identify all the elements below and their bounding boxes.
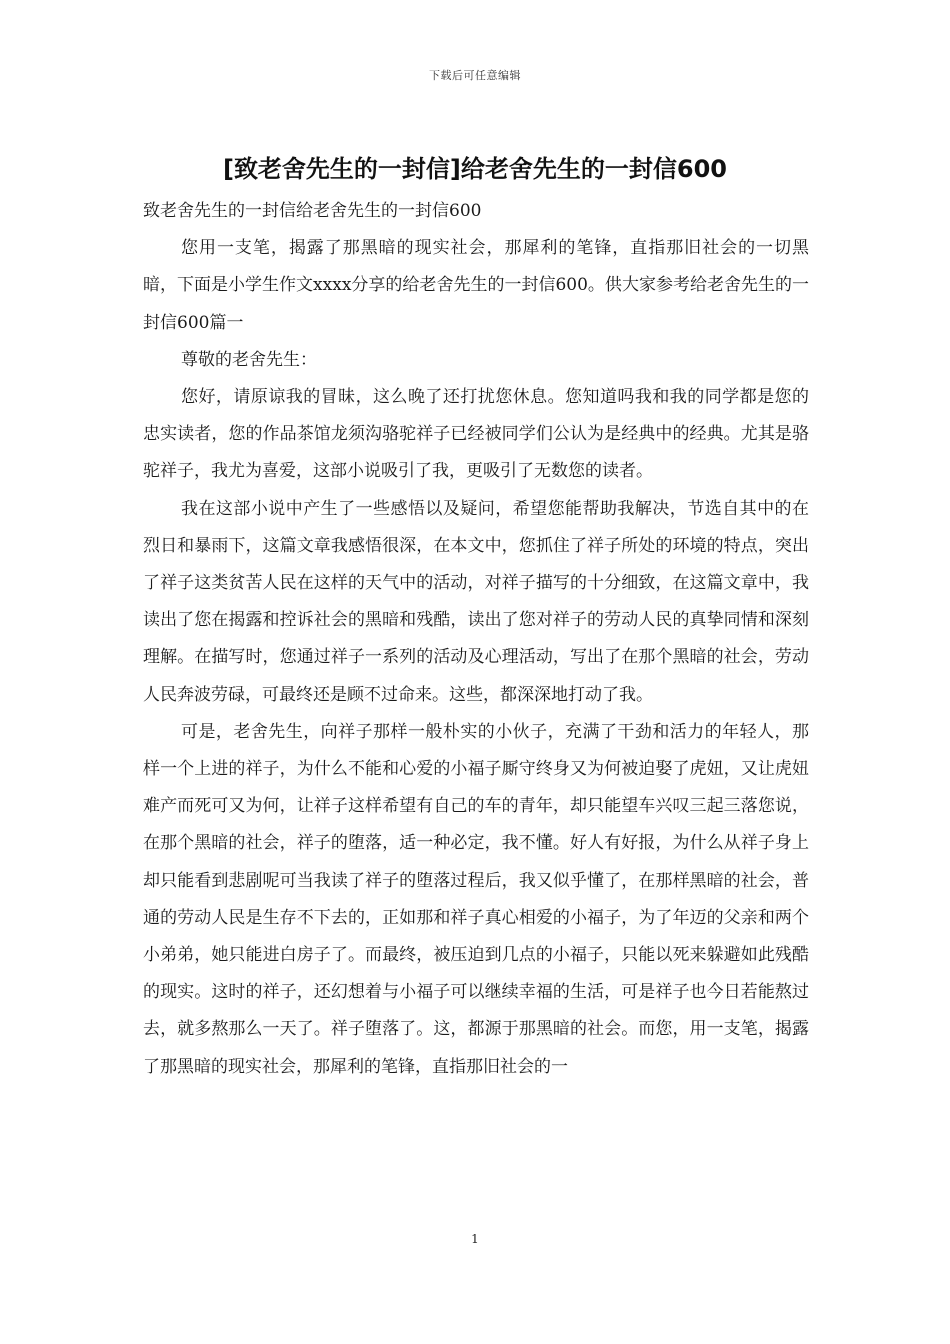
body-paragraph: 可是，老舍先生，向祥子那样一般朴实的小伙子，充满了干劲和活力的年轻人，那样一个上进的祥子，为什么不能和心爱的小福子厮守终身又为何被迫娶了虎妞，又让虎妞难产而死可又为何，让祥子这样希望有自己的车的青年，却只能望车兴叹三起三落您说，在那个黑暗的社会，祥子的堕落，适一种必定，我不懂。好人有好报，为什么从祥子身上却只能看到悲剧呢可当我读了祥子的堕落过程后，我又似乎懂了，在那样黑暗的社会，普通的劳动人民是生存不下去的，正如那和祥子真心相爱的小福子，为了年迈的父亲和两个小弟弟，她只能进白房子了。而最终，被压迫到几点的小福子，只能以死来躲避如此残酷的现实。这时的祥子，还幻想着与小福子可以继续幸福的生活，可是祥子也今日若能熬过去，就多熬那么一天了。祥子堕落了。这，都源于那黑暗的社会。而您，用一支笔，揭露了那黑暗的现实社会，那犀利的笔锋，直指那旧社会的一 xyxy=(143,721,809,1077)
page-header-note: 下载后可任意编辑 xyxy=(429,69,521,82)
body-paragraph: 您好，请原谅我的冒昧，这么晚了还打扰您休息。您知道吗我和我的同学都是您的忠实读者，您的作品茶馆龙须沟骆驼祥子已经被同学们公认为是经典中的经典。尤其是骆驼祥子，我尤为喜爱，这部小说吸引了我，更吸引了无数您的读者。 xyxy=(143,387,809,482)
page-number: 1 xyxy=(471,1232,479,1246)
body-paragraph: 我在这部小说中产生了一些感悟以及疑问，希望您能帮助我解决，节选自其中的在烈日和暴雨下，这篇文章我感悟很深，在本文中，您抓住了祥子所处的环境的特点，突出了祥子这类贫苦人民在这样的天气中的活动，对祥子描写的十分细致，在这篇文章中，我读出了您在揭露和控诉社会的黑暗和残酷，读出了您对祥子的劳动人民的真挚同情和深刻理解。在描写时，您通过祥子一系列的活动及心理活动，写出了在那个黑暗的社会，劳动人民奔波劳碌，可最终还是顾不过命来。这些，都深深地打动了我。 xyxy=(143,498,809,705)
document-title: [致老舍先生的一封信]给老舍先生的一封信600 xyxy=(222,155,728,183)
document-body xyxy=(143,193,809,1086)
intro-paragraph: 您用一支笔，揭露了那黑暗的现实社会，那犀利的笔锋，直指那旧社会的一切黑暗，下面是小学生作文xxxx分享的给老舍先生的一封信600。供大家参考给老舍先生的一封信600篇一 xyxy=(143,238,809,333)
salutation-paragraph: 尊敬的老舍先生： xyxy=(181,349,317,370)
subtitle-paragraph: 致老舍先生的一封信给老舍先生的一封信600 xyxy=(143,201,482,221)
